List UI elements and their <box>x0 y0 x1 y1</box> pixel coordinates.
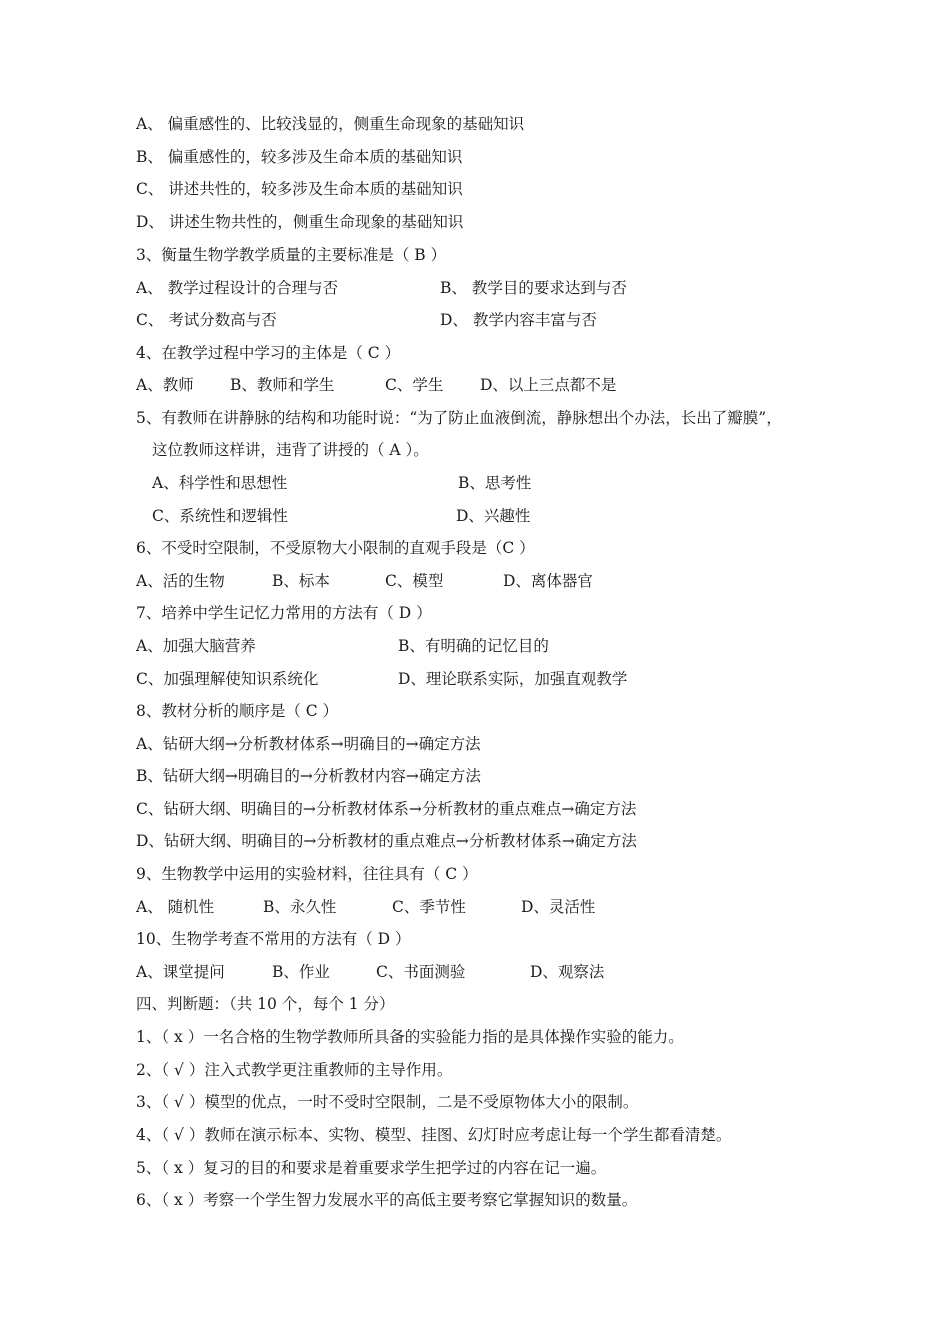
line-text: 10、生物学考查不常用的方法有（ D ） <box>136 930 411 948</box>
answer-option: C、模型 <box>385 572 444 590</box>
answer-option: C、书面测验 <box>376 963 466 981</box>
answer-option: B、思考性 <box>458 474 532 492</box>
answer-option: A、 随机性 <box>136 898 215 916</box>
answer-option: D、离体器官 <box>503 572 593 590</box>
answer-option: A、加强大脑营养 <box>136 637 256 655</box>
document-line <box>0 536 950 560</box>
document-line <box>0 1058 950 1082</box>
answer-option: B、标本 <box>272 572 330 590</box>
document-line <box>0 504 950 528</box>
answer-option: A、 教学过程设计的合理与否 <box>136 279 339 297</box>
line-text: 5、有教师在讲静脉的结构和功能时说：“为了防止血液倒流，静脉想出个办法，长出了瓣膜”， <box>136 409 782 427</box>
answer-option: D、观察法 <box>530 963 605 981</box>
document-line <box>0 341 950 365</box>
line-text: B、 偏重感性的，较多涉及生命本质的基础知识 <box>136 148 463 166</box>
line-text: A、钻研大纲→分析教材体系→明确目的→确定方法 <box>136 735 481 753</box>
line-text: 这位教师这样讲，违背了讲授的（ A ）。 <box>152 441 429 459</box>
answer-option: C、 考试分数高与否 <box>136 311 277 329</box>
document-line <box>0 699 950 723</box>
document-line <box>0 438 950 462</box>
document-line <box>0 1025 950 1049</box>
line-text: C、钻研大纲、明确目的→分析教材体系→分析教材的重点难点→确定方法 <box>136 800 637 818</box>
line-text: A、 偏重感性的、比较浅显的，侧重生命现象的基础知识 <box>136 115 525 133</box>
line-text: 4、（ √ ）教师在演示标本、实物、模型、挂图、幻灯时应考虑让每一个学生都看清楚。 <box>136 1126 732 1144</box>
answer-option: D、 教学内容丰富与否 <box>440 311 597 329</box>
document-line <box>0 895 950 919</box>
document-line <box>0 764 950 788</box>
document-line <box>0 1090 950 1114</box>
answer-option: C、加强理解使知识系统化 <box>136 670 319 688</box>
line-text: 6、不受时空限制，不受原物大小限制的直观手段是（C ） <box>136 539 535 557</box>
line-text: 3、衡量生物学教学质量的主要标准是（ B ） <box>136 246 447 264</box>
document-line <box>0 1123 950 1147</box>
document-line <box>0 1188 950 1212</box>
document-line <box>0 797 950 821</box>
document-line <box>0 112 950 136</box>
line-text: 9、生物教学中运用的实验材料，往往具有（ C ） <box>136 865 478 883</box>
line-text: 5、（ x ）复习的目的和要求是着重要求学生把学过的内容在记一遍。 <box>136 1159 607 1177</box>
answer-option: A、科学性和思想性 <box>152 474 288 492</box>
document-line <box>0 406 950 430</box>
answer-option: D、灵活性 <box>521 898 596 916</box>
answer-option: C、系统性和逻辑性 <box>152 507 288 525</box>
line-text: 4、在教学过程中学习的主体是（ C ） <box>136 344 401 362</box>
line-text: 3、（ √ ）模型的优点，一时不受时空限制，二是不受原物体大小的限制。 <box>136 1093 639 1111</box>
document-line <box>0 243 950 267</box>
answer-option: D、以上三点都不是 <box>480 376 617 394</box>
line-text: 1、（ x ）一名合格的生物学教师所具备的实验能力指的是具体操作实验的能力。 <box>136 1028 684 1046</box>
document-line <box>0 667 950 691</box>
answer-option: A、教师 <box>136 376 194 394</box>
line-text: 2、（ √ ）注入式教学更注重教师的主导作用。 <box>136 1061 453 1079</box>
document-line <box>0 829 950 853</box>
line-text: D、钻研大纲、明确目的→分析教材的重点难点→分析教材体系→确定方法 <box>136 832 637 850</box>
answer-option: D、理论联系实际，加强直观教学 <box>398 670 628 688</box>
answer-option: A、课堂提问 <box>136 963 225 981</box>
answer-option: C、季节性 <box>392 898 466 916</box>
line-text: D、 讲述生物共性的，侧重生命现象的基础知识 <box>136 213 464 231</box>
line-text: B、钻研大纲→明确目的→分析教材内容→确定方法 <box>136 767 481 785</box>
document-line <box>0 308 950 332</box>
line-text: 6、（ x ）考察一个学生智力发展水平的高低主要考察它掌握知识的数量。 <box>136 1191 638 1209</box>
answer-option: D、兴趣性 <box>456 507 531 525</box>
document-line <box>0 276 950 300</box>
document-line <box>0 569 950 593</box>
answer-option: B、作业 <box>272 963 330 981</box>
line-text: 四、判断题：（共 10 个，每个 1 分） <box>136 995 395 1013</box>
answer-option: C、学生 <box>385 376 444 394</box>
document-line <box>0 960 950 984</box>
line-text: 7、培养中学生记忆力常用的方法有（ D ） <box>136 604 432 622</box>
document-line <box>0 601 950 625</box>
document-line <box>0 145 950 169</box>
answer-option: A、活的生物 <box>136 572 225 590</box>
document-line <box>0 992 950 1016</box>
document-line <box>0 373 950 397</box>
document-line <box>0 210 950 234</box>
answer-option: B、有明确的记忆目的 <box>398 637 549 655</box>
document-line <box>0 862 950 886</box>
answer-option: B、教师和学生 <box>230 376 335 394</box>
document-line <box>0 927 950 951</box>
line-text: C、 讲述共性的，较多涉及生命本质的基础知识 <box>136 180 463 198</box>
line-text: 8、教材分析的顺序是（ C ） <box>136 702 339 720</box>
answer-option: B、 教学目的要求达到与否 <box>440 279 627 297</box>
document-line <box>0 732 950 756</box>
answer-option: B、永久性 <box>263 898 337 916</box>
document-line <box>0 471 950 495</box>
document-line <box>0 634 950 658</box>
document-line <box>0 177 950 201</box>
document-line <box>0 1156 950 1180</box>
